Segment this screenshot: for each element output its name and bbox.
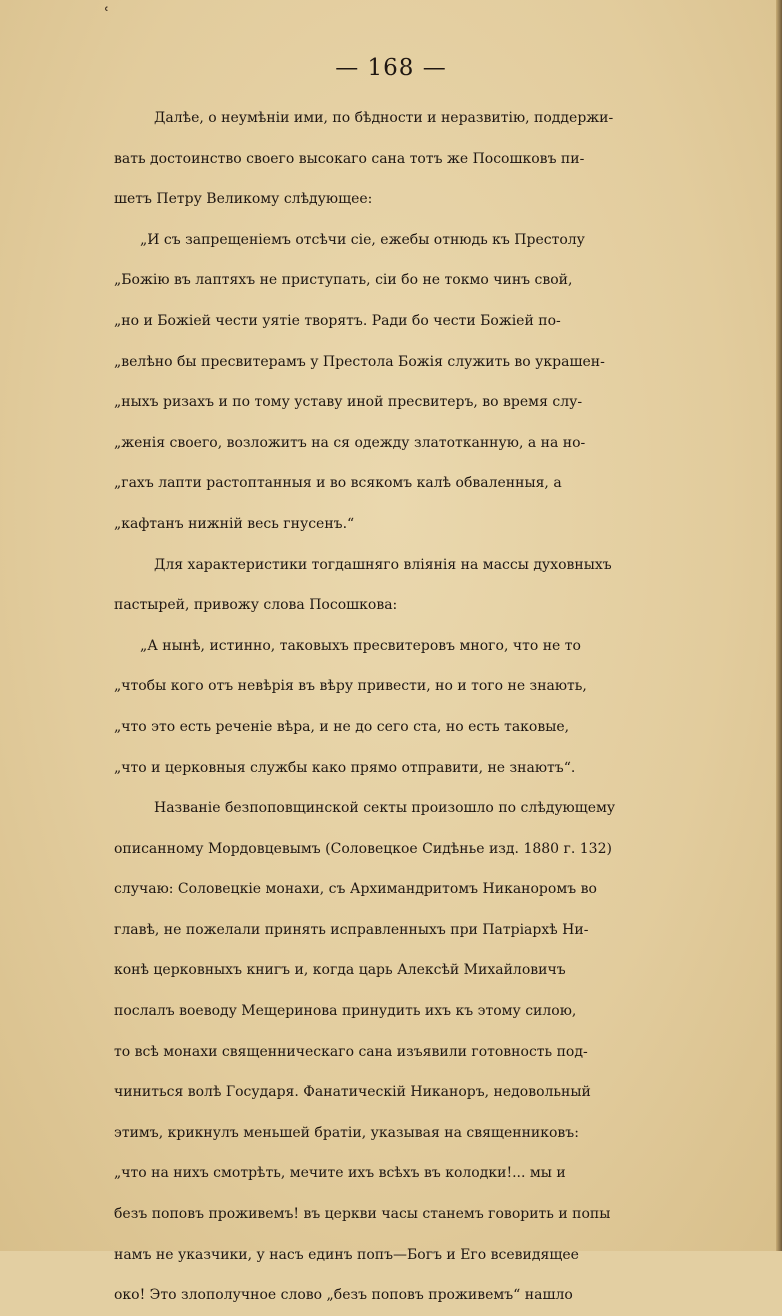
text-line: „А нынѣ, истинно, таковыхъ пресвитеровъ много, что не то (140, 637, 581, 654)
text-line: описанному Мордовцевымъ (Соловецкое Сидѣнье изд. 1880 г. 132) (114, 840, 612, 857)
text-line: намъ не указчики, у насъ единъ попъ—Богъ и Его всевидящее (114, 1246, 579, 1263)
text-line: вать достоинство своего высокаго сана тотъ же Посошковъ пи- (114, 150, 585, 167)
text-line: Далѣе, о неумѣніи ими, по бѣдности и неразвитію, поддержи- (154, 110, 614, 126)
text-line: Названіе безпоповщинской секты произошло по слѣдующему (154, 800, 616, 817)
text-line: случаю: Соловецкіе монахи, съ Архимандритомъ Никаноромъ во (114, 881, 597, 898)
corner-mark: ʿ (104, 4, 110, 25)
text-line: „женія своего, возложитъ на ся одежду златотканную, а на но- (114, 434, 586, 451)
text-line: пастырей, привожу слова Посошкова: (114, 597, 398, 614)
text-line: „что это есть реченіе вѣра, и не до сего ста, но есть таковые, (114, 718, 570, 735)
text-line: „чтобы кого отъ невѣрія въ вѣру привести, но и того не знають, (114, 678, 587, 695)
body-text (114, 98, 782, 1316)
text-line: „кафтанъ нижній весь гнусенъ.“ (114, 515, 355, 532)
text-line: шетъ Петру Великому слѣдующее: (114, 191, 373, 208)
text-line: „И съ запрещеніемъ отсѣчи сіе, ежебы отнюдь къ Престолу (140, 231, 585, 248)
text-line: конѣ церковныхъ книгъ и, когда царь Алексѣй Михайловичъ (114, 962, 566, 979)
text-line: Для характеристики тогдашняго вліянія на массы духовныхъ (154, 556, 612, 573)
text-line: „ныхъ ризахъ и по тому уставу иной пресвитеръ, во время слу- (114, 394, 583, 411)
page-number: — 168 — (335, 55, 447, 81)
text-line: безъ поповъ проживемъ! въ церкви часы станемъ говорить и попы (114, 1206, 611, 1223)
text-line: этимъ, крикнулъ меньшей братіи, указывая на священниковъ: (114, 1124, 579, 1141)
text-line: послалъ воеводу Мещеринова принудить ихъ къ этому силою, (114, 1003, 577, 1020)
text-line: „Божію въ лаптяхъ не приступать, сіи бо не токмо чинъ свой, (114, 272, 573, 289)
text-line: „что и церковныя службы како прямо отправити, не знаютъ“. (114, 759, 576, 776)
text-line: око! Это злополучное слово „безъ поповъ проживемъ“ нашло (114, 1287, 573, 1304)
text-line: чиниться волѣ Государя. Фанатическій Никаноръ, недовольный (114, 1084, 591, 1101)
text-line: „но и Божіей чести уятіе творятъ. Ради бо чести Божіей по- (114, 312, 561, 329)
text-line: то всѣ монахи священническаго сана изъявили готовность под- (114, 1043, 588, 1060)
text-line: „гахъ лапти растоптанныя и во всякомъ калѣ обваленныя, а (114, 475, 562, 492)
text-line: главѣ, не пожелали принять исправленныхъ при Патріархѣ Ни- (114, 921, 589, 938)
text-line: „велѣно бы пресвитерамъ у Престола Божія служить во украшен- (114, 353, 605, 370)
text-line: „что на нихъ смотрѣть, мечите ихъ всѣхъ въ колодки!... мы и (114, 1165, 566, 1182)
